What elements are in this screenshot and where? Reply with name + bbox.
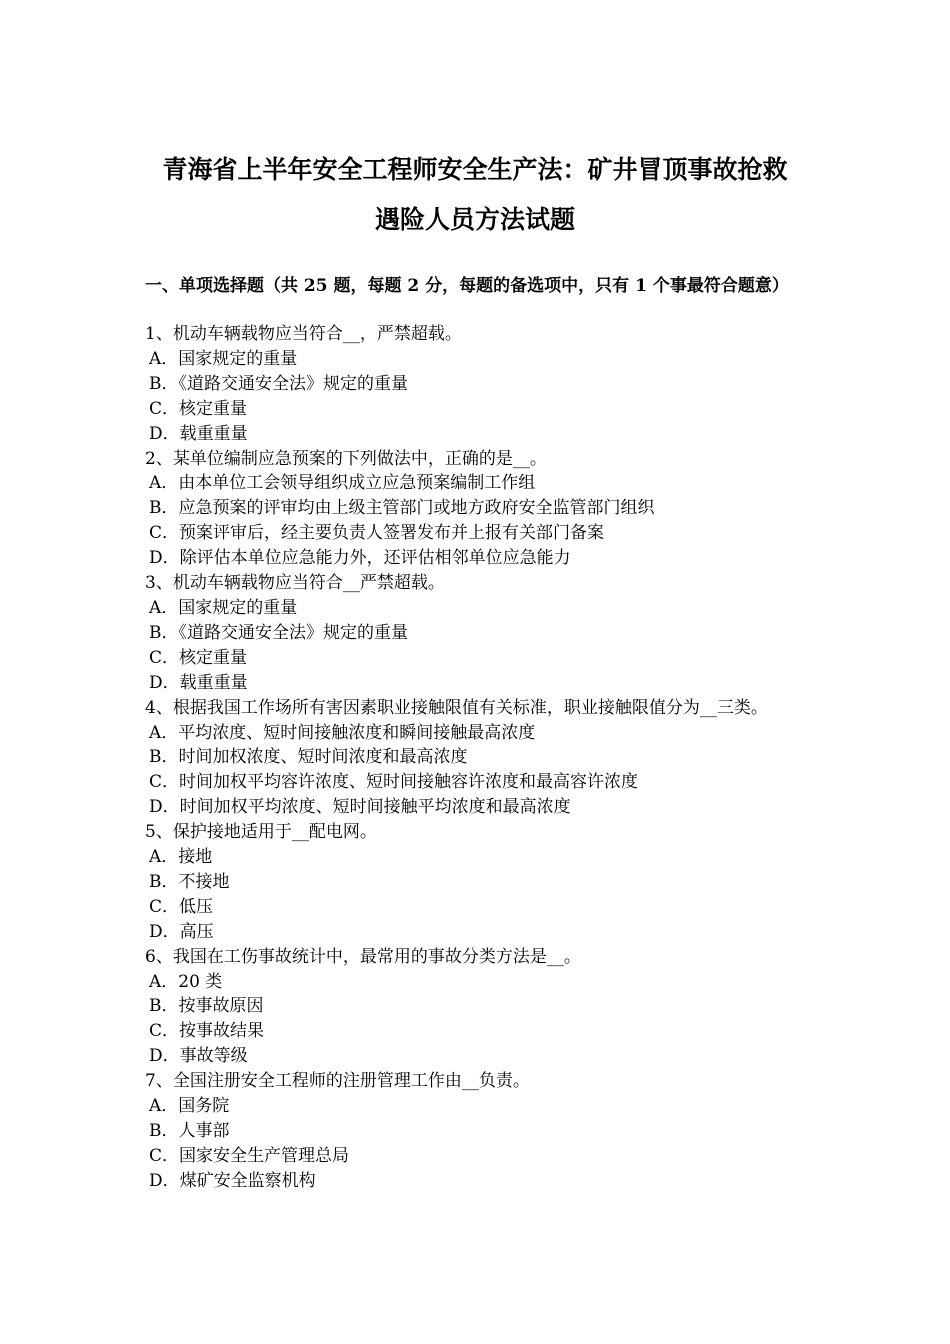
option-d: D．高压 bbox=[149, 921, 214, 942]
question-5 bbox=[145, 820, 815, 945]
option-a: A．国家规定的重量 bbox=[149, 348, 298, 369]
question-list bbox=[145, 322, 815, 1194]
question-2 bbox=[145, 447, 815, 572]
option-c: C．预案评审后，经主要负责人签署发布并上报有关部门备案 bbox=[149, 523, 605, 544]
document-title-line-1: 青海省上半年安全工程师安全生产法：矿井冒顶事故抢救 bbox=[162, 155, 788, 184]
option-c: C．低压 bbox=[149, 896, 214, 917]
option-c: C．国家安全生产管理总局 bbox=[149, 1145, 350, 1166]
option-d: D．除评估本单位应急能力外，还评估相邻单位应急能力 bbox=[149, 548, 571, 569]
option-b: B．《道路交通安全法》规定的重量 bbox=[149, 373, 408, 394]
option-a: A．20 类 bbox=[149, 971, 223, 992]
question-3 bbox=[145, 571, 815, 696]
option-b: B．人事部 bbox=[149, 1121, 230, 1141]
option-a: A．平均浓度、短时间接触浓度和瞬间接触最高浓度 bbox=[149, 722, 536, 743]
option-b: B．不接地 bbox=[149, 871, 230, 892]
question-stem: 6、我国在工伤事故统计中，最常用的事故分类方法是__。 bbox=[145, 946, 581, 967]
question-stem: 4、根据我国工作场所有害因素职业接触限值有关标准，职业接触限值分为__三类。 bbox=[145, 697, 768, 718]
option-b: B．应急预案的评审均由上级主管部门或地方政府安全监管部门组织 bbox=[149, 498, 655, 519]
question-4 bbox=[145, 696, 815, 821]
question-stem: 1、机动车辆载物应当符合__，严禁超载。 bbox=[145, 324, 462, 344]
document-title-line-2: 遇险人员方法试题 bbox=[374, 205, 575, 234]
option-d: D．事故等级 bbox=[149, 1046, 248, 1067]
question-stem: 5、保护接地适用于__配电网。 bbox=[145, 822, 377, 843]
option-a: A．由本单位工会领导组织成立应急预案编制工作组 bbox=[149, 473, 536, 494]
question-6 bbox=[145, 945, 815, 1070]
option-c: C．核定重量 bbox=[149, 647, 248, 668]
option-d: D．煤矿安全监察机构 bbox=[149, 1170, 316, 1191]
option-a: A．接地 bbox=[149, 847, 213, 868]
question-stem: 3、机动车辆载物应当符合__严禁超载。 bbox=[145, 573, 445, 594]
question-1 bbox=[145, 322, 815, 447]
option-c: C．时间加权平均容许浓度、短时间接触容许浓度和最高容许浓度 bbox=[149, 772, 639, 793]
option-c: C．按事故结果 bbox=[149, 1021, 265, 1042]
option-c: C．核定重量 bbox=[149, 398, 248, 419]
option-d: D．载重重量 bbox=[149, 423, 248, 444]
section-heading: 一、单项选择题（共 25 题，每题 2 分，每题的备选项中，只有 1 个事最符合题意） bbox=[145, 276, 789, 296]
option-b: B．时间加权浓度、短时间浓度和最高浓度 bbox=[149, 747, 468, 768]
option-d: D．时间加权平均浓度、短时间接触平均浓度和最高浓度 bbox=[149, 797, 571, 818]
question-7 bbox=[145, 1069, 815, 1194]
option-b: B．《道路交通安全法》规定的重量 bbox=[149, 622, 408, 643]
question-stem: 2、某单位编制应急预案的下列做法中，正确的是__。 bbox=[145, 448, 547, 469]
question-stem: 7、全国注册安全工程师的注册管理工作由__负责。 bbox=[145, 1071, 530, 1092]
option-b: B．按事故原因 bbox=[149, 996, 264, 1017]
option-a: A．国家规定的重量 bbox=[149, 597, 298, 618]
option-a: A．国务院 bbox=[149, 1096, 230, 1117]
option-d: D．载重重量 bbox=[149, 672, 248, 693]
